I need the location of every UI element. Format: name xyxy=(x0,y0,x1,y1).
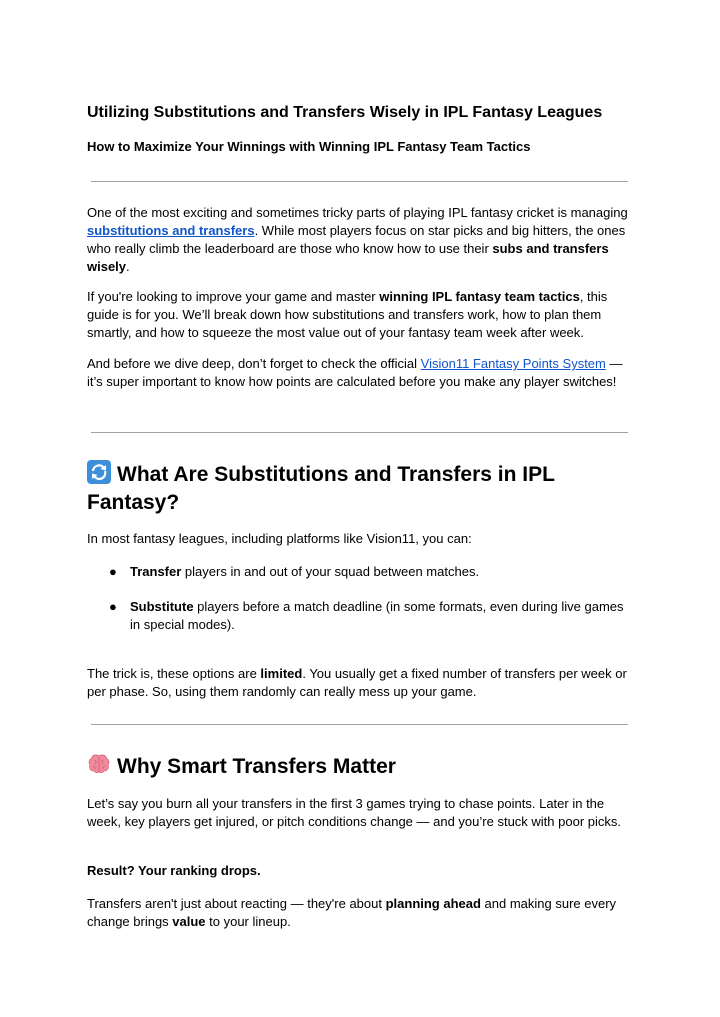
bold-text: subs and transfers wisely xyxy=(87,241,609,274)
section2-paragraph-3 xyxy=(87,895,632,931)
bullet-list xyxy=(87,563,632,634)
document-subtitle: How to Maximize Your Winnings with Winning IPL Fantasy Team Tactics xyxy=(87,139,531,154)
section2-paragraph-1: Let’s say you burn all your transfers in the first 3 games trying to chase points. Later in the week, key players get injured, or pitch conditions change — and you’re stuck with poor picks. xyxy=(87,796,621,829)
text: players before a match deadline (in some formats, even during live games in special modes). xyxy=(130,599,624,632)
bullet-dot: ● xyxy=(109,564,117,579)
text: Transfers aren't just about reacting — they're about xyxy=(87,896,386,911)
text: And before we dive deep, don’t forget to check the official xyxy=(87,356,421,371)
text: to your lineup. xyxy=(205,914,291,929)
divider xyxy=(91,181,628,182)
points-system-link[interactable]: Vision11 Fantasy Points System xyxy=(420,356,606,371)
arrows-cycle-icon xyxy=(87,460,111,484)
bullet-dot: ● xyxy=(109,599,117,614)
text: players in and out of your squad between matches. xyxy=(181,564,480,579)
section-heading-substitutions xyxy=(87,460,632,517)
text: , this guide is for you. We’ll break down how substitutions and transfers work, how to plan them smartly, and how to squeeze the most value out of your fantasy team week after week. xyxy=(87,289,608,340)
substitutions-transfers-link[interactable]: substitutions and transfers xyxy=(87,223,255,238)
section1-paragraph xyxy=(87,665,632,701)
bold-text: planning ahead xyxy=(385,896,481,911)
intro-paragraph-2 xyxy=(87,288,632,342)
text: One of the most exciting and sometimes tricky parts of playing IPL fantasy cricket is managing xyxy=(87,205,628,220)
section2-result: Result? Your ranking drops. xyxy=(87,863,261,878)
heading-text: What Are Substitutions and Transfers in IPL Fantasy? xyxy=(87,463,555,514)
heading-text: Why Smart Transfers Matter xyxy=(117,755,396,778)
document-title: Utilizing Substitutions and Transfers Wisely in IPL Fantasy Leagues xyxy=(87,104,603,121)
bold-text: winning IPL fantasy team tactics xyxy=(379,289,580,304)
intro-paragraph-1 xyxy=(87,204,632,276)
text: . While most players focus on star picks and big hitters, the ones who really climb the leaderboard are those who know how to use their xyxy=(87,223,626,256)
bold-text: limited xyxy=(260,666,303,681)
brain-icon xyxy=(87,752,111,776)
bold-text: Substitute xyxy=(130,599,194,614)
text: . You usually get a fixed number of transfers per week or per phase. So, using them randomly can really mess up your game. xyxy=(87,666,627,699)
intro-paragraph-3 xyxy=(87,355,632,391)
text: The trick is, these options are xyxy=(87,666,261,681)
text: and making sure every change brings xyxy=(87,896,617,929)
divider xyxy=(91,432,628,433)
text: — it’s super important to know how points are calculated before you make any player switches! xyxy=(87,356,623,389)
bold-text: Transfer xyxy=(130,564,182,579)
text: . xyxy=(126,259,130,274)
section1-lead: In most fantasy leagues, including platforms like Vision11, you can: xyxy=(87,531,472,546)
divider xyxy=(91,724,628,725)
bold-text: value xyxy=(172,914,206,929)
text: If you're looking to improve your game and master xyxy=(87,289,380,304)
list-item xyxy=(87,598,632,634)
section-heading-smart-transfers xyxy=(87,752,632,781)
list-item xyxy=(87,563,632,581)
